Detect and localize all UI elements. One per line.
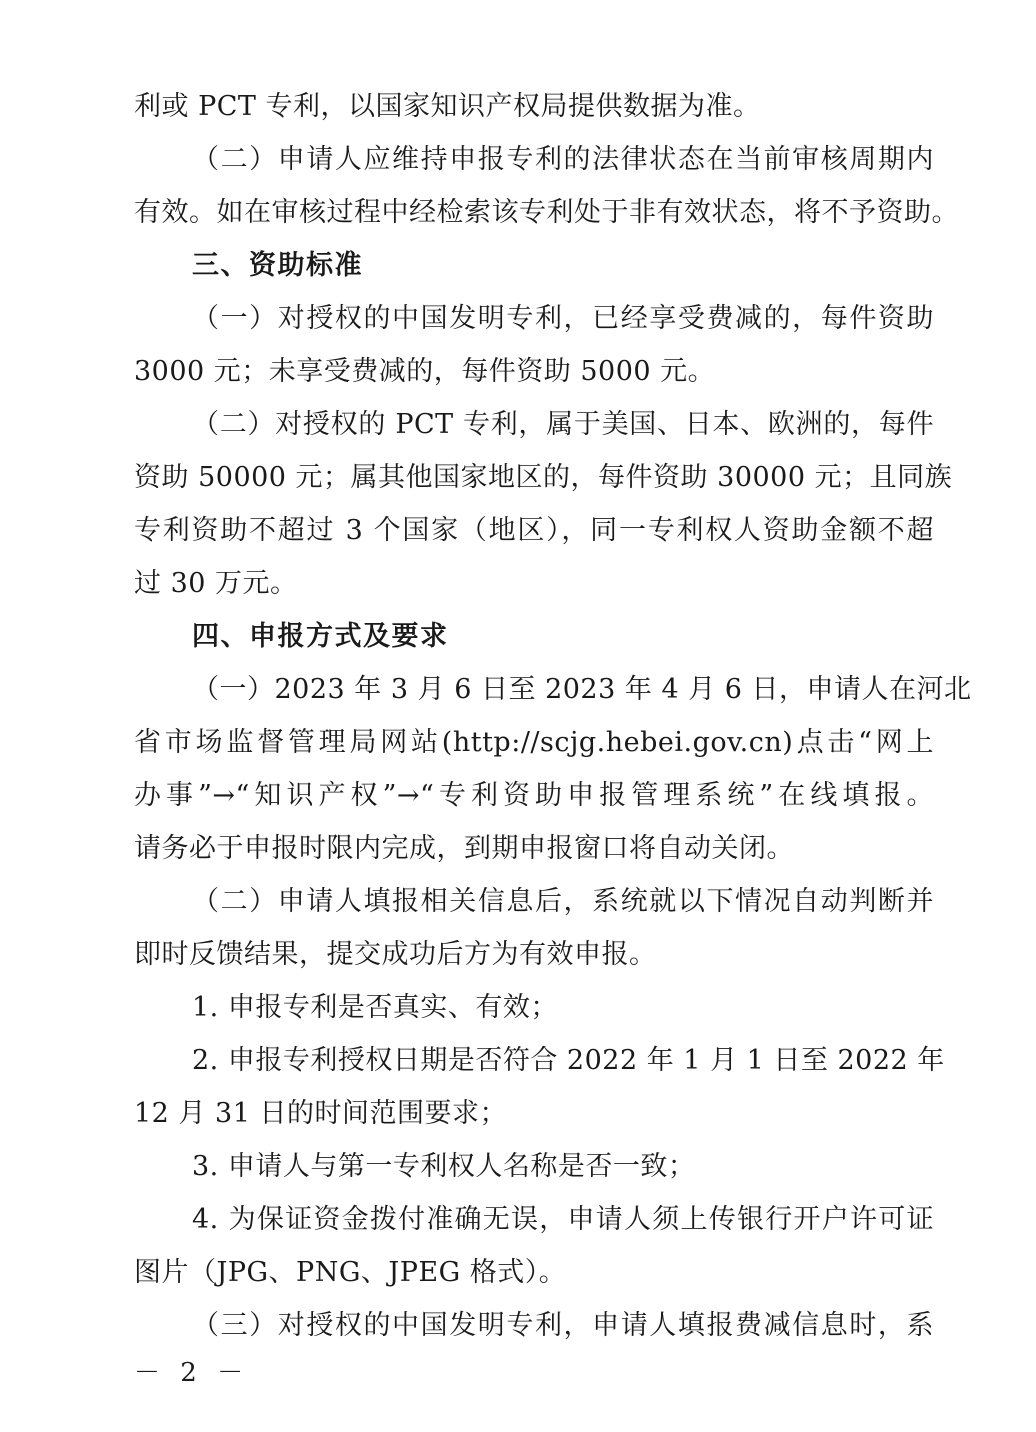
- paragraph-line: 办事”→“知识产权”→“专利资助申报管理系统”在线填报。: [134, 780, 934, 811]
- document-body: [134, 80, 972, 1352]
- page-number: － 2 －: [134, 1358, 250, 1388]
- paragraph-line: （一）对授权的中国发明专利，已经享受费减的，每件资助: [192, 303, 934, 334]
- paragraph-line: （一）2023 年 3 月 6 日至 2023 年 4 月 6 日，申请人在河北: [192, 674, 972, 705]
- section-heading: 四、申报方式及要求: [192, 621, 449, 652]
- paragraph-line: （三）对授权的中国发明专利，申请人填报费减信息时，系: [192, 1310, 934, 1341]
- paragraph-line: 专利资助不超过 3 个国家（地区），同一专利权人资助金额不超: [134, 515, 934, 546]
- paragraph-line: 12 月 31 日的时间范围要求；: [134, 1098, 507, 1129]
- paragraph-line: 省市场监督管理局网站(http://scjg.hebei.gov.cn)点击“网上: [134, 727, 934, 758]
- paragraph-line: 有效。如在审核过程中经检索该专利处于非有效状态，将不予资助。: [134, 197, 959, 228]
- paragraph-line: 3000 元；未享受费减的，每件资助 5000 元。: [134, 356, 716, 387]
- paragraph-line: 请务必于申报时限内完成，到期申报窗口将自动关闭。: [134, 833, 794, 864]
- paragraph-line: （二）申请人应维持申报专利的法律状态在当前审核周期内: [192, 144, 934, 175]
- paragraph-line: 即时反馈结果，提交成功后方为有效申报。: [134, 939, 657, 970]
- section-heading: 三、资助标准: [192, 250, 363, 281]
- paragraph-line: 利或 PCT 专利，以国家知识产权局提供数据为准。: [134, 91, 761, 122]
- list-item: 2. 申报专利授权日期是否符合 2022 年 1 月 1 日至 2022 年: [192, 1045, 945, 1076]
- paragraph-line: （二）对授权的 PCT 专利，属于美国、日本、欧洲的，每件: [192, 409, 934, 440]
- paragraph-line: 资助 50000 元；属其他国家地区的，每件资助 30000 元；且同族: [134, 462, 953, 493]
- list-item: 3. 申请人与第一专利权人名称是否一致；: [192, 1151, 696, 1182]
- paragraph-line: 图片（JPG、PNG、JPEG 格式）。: [134, 1257, 567, 1288]
- paragraph-line: （二）申请人填报相关信息后，系统就以下情况自动判断并: [192, 886, 934, 917]
- list-item: 4. 为保证资金拨付准确无误，申请人须上传银行开户许可证: [192, 1204, 934, 1235]
- paragraph-line: 过 30 万元。: [134, 568, 298, 599]
- list-item: 1. 申报专利是否真实、有效；: [192, 992, 558, 1023]
